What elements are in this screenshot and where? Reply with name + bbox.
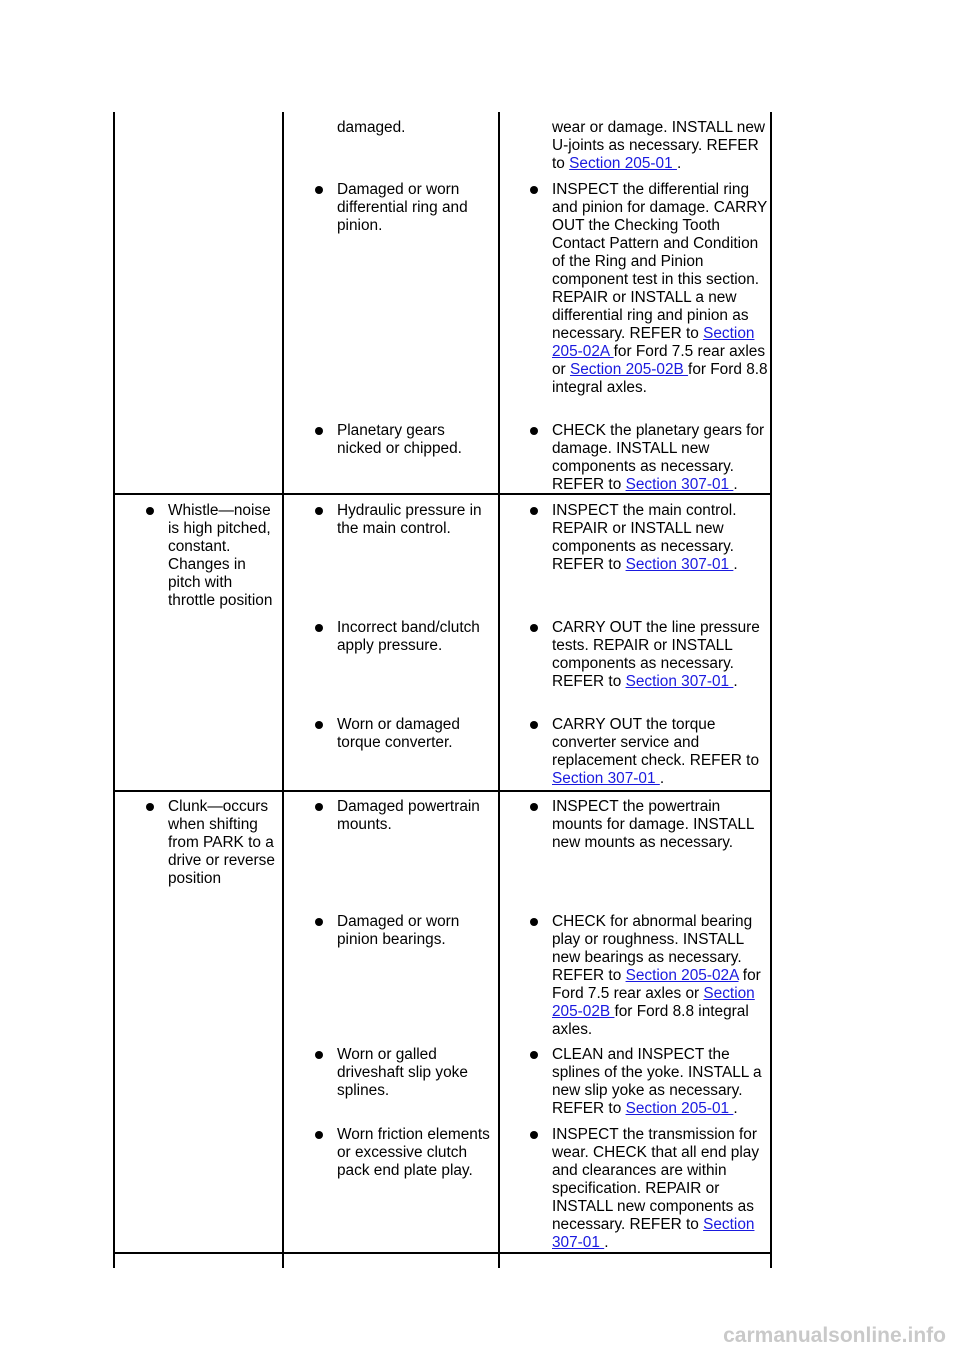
section-link[interactable]: Section 307-01	[625, 556, 734, 573]
symptom-text: Whistle—noise is high pitched, constant. Changes in pitch with throttle position	[146, 502, 280, 610]
section-link[interactable]: Section 205-02B	[569, 361, 689, 378]
action-text: CARRY OUT the torque converter service and replacement check. REFER to Section 307-01 .	[530, 716, 770, 788]
cause-cell	[315, 502, 493, 538]
action-text: INSPECT the differential ring and pinion for damage. CARRY OUT the Checking Tooth Contact Pattern and Condition of the Ring and Pinion component test in this section. REPAIR or INSTALL a new differential ring and pinion as necessary. REFER to Section 205-02A for Ford 7.5 rear axles or Section 205-02B for Ford 8.8 integral axles.	[530, 181, 770, 397]
cause-cell	[315, 181, 493, 235]
cause-cell	[315, 1046, 493, 1100]
cause-text: Damaged powertrain mounts.	[315, 798, 493, 834]
symptom-cell	[146, 502, 280, 610]
section-link[interactable]: Section 307-01	[552, 1216, 755, 1251]
action-cell	[530, 502, 770, 574]
column-divider-1	[282, 112, 284, 1268]
watermark: carmanualsonline.info	[723, 1324, 946, 1347]
action-text: INSPECT the transmission for wear. CHECK that all end play and clearances are within specification. REPAIR or INSTALL new components as necessary. REFER to Section 307-01 .	[530, 1126, 770, 1252]
section-link[interactable]: Section 205-01	[569, 155, 677, 172]
table-border-right	[770, 112, 772, 1268]
cause-text: Hydraulic pressure in the main control.	[315, 502, 493, 538]
action-text: CARRY OUT the line pressure tests. REPAIR or INSTALL components as necessary. REFER to Section 307-01 .	[530, 619, 770, 691]
action-cell	[530, 619, 770, 691]
action-cell	[530, 1046, 770, 1118]
section-link[interactable]: Section 205-02A	[625, 967, 739, 984]
table-border-left	[113, 112, 115, 1268]
action-cell	[530, 181, 770, 397]
cause-cell	[315, 119, 493, 137]
action-text: CHECK the planetary gears for damage. INSTALL new components as necessary. REFER to Section 307-01 .	[530, 422, 770, 494]
cause-cell	[315, 716, 493, 752]
cause-text: damaged.	[337, 119, 406, 136]
symptom-text: Clunk—occurs when shifting from PARK to a drive or reverse position	[146, 798, 280, 888]
cause-text: Worn friction elements or excessive clutch pack end plate play.	[315, 1126, 493, 1180]
action-text: CLEAN and INSPECT the splines of the yoke. INSTALL a new slip yoke as necessary. REFER to Section 205-01 .	[530, 1046, 770, 1118]
symptom-cell	[146, 798, 280, 888]
action-text: INSPECT the main control. REPAIR or INSTALL new components as necessary. REFER to Section 307-01 .	[530, 502, 770, 574]
cause-text: Worn or damaged torque converter.	[315, 716, 493, 752]
action-text: CHECK for abnormal bearing play or roughness. INSTALL new bearings as necessary. REFER to Section 205-02A for Ford 7.5 rear axles or Section 205-02B for Ford 8.8 integral axles.	[530, 913, 770, 1039]
cause-cell	[315, 798, 493, 834]
section-link[interactable]: Section 307-01	[552, 770, 660, 787]
action-text: INSPECT the powertrain mounts for damage. INSTALL new mounts as necessary.	[530, 798, 770, 852]
cause-text: Damaged or worn pinion bearings.	[315, 913, 493, 949]
row-divider-2	[113, 790, 772, 792]
action-cell	[530, 1126, 770, 1252]
cause-cell	[315, 619, 493, 655]
action-cell	[530, 119, 770, 173]
cause-text: Damaged or worn differential ring and pinion.	[315, 181, 493, 235]
section-link[interactable]: Section 205-02B	[552, 985, 755, 1020]
action-cell	[530, 798, 770, 852]
action-cell	[530, 422, 770, 494]
cause-cell	[315, 913, 493, 949]
column-divider-2	[498, 112, 500, 1268]
cause-text: Worn or galled driveshaft slip yoke splines.	[315, 1046, 493, 1100]
action-cell	[530, 913, 770, 1039]
cause-cell	[315, 1126, 493, 1180]
section-link[interactable]: Section 307-01	[625, 476, 734, 493]
section-link[interactable]: Section 205-01	[625, 1100, 734, 1117]
cause-text: Planetary gears nicked or chipped.	[315, 422, 493, 458]
row-divider-3	[113, 1252, 772, 1254]
action-text: wear or damage. INSTALL new U-joints as necessary. REFER to Section 205-01 .	[552, 119, 766, 172]
action-cell	[530, 716, 770, 788]
section-link[interactable]: Section 205-02A	[552, 325, 755, 360]
cause-cell	[315, 422, 493, 458]
section-link[interactable]: Section 307-01	[625, 673, 734, 690]
cause-text: Incorrect band/clutch apply pressure.	[315, 619, 493, 655]
